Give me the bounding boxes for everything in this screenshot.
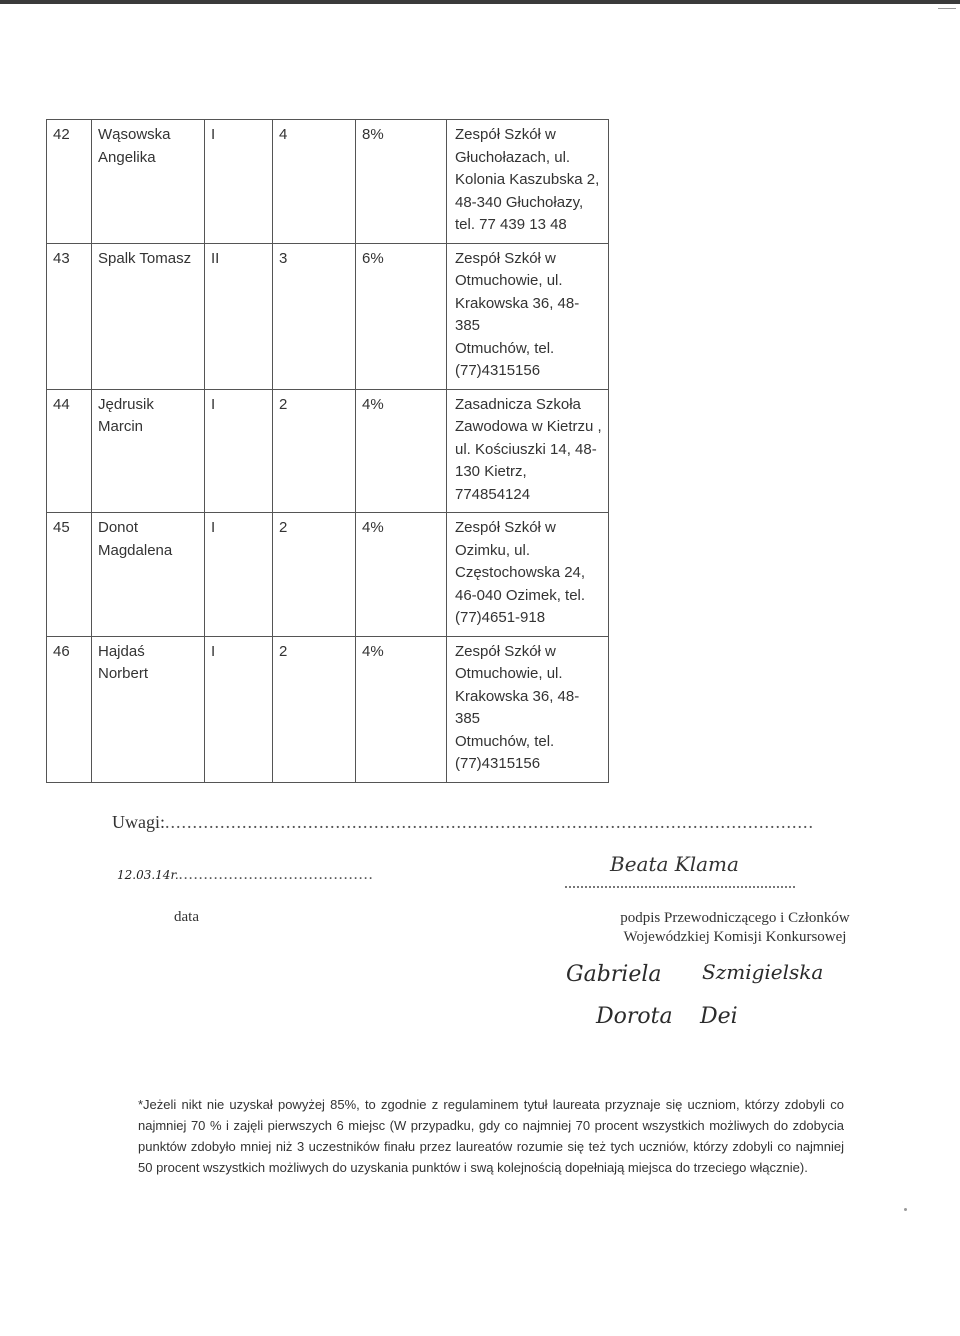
school-address-line: tel. 77 439 13 48 <box>455 216 567 233</box>
row-number: 43 <box>47 243 92 389</box>
scan-speck <box>938 8 956 9</box>
school-level: I <box>205 389 273 513</box>
table-row <box>47 120 609 244</box>
school-address-line: Krakowska 36, 48-385 <box>455 687 580 727</box>
percent: 4% <box>356 513 447 637</box>
school-address <box>447 636 609 782</box>
school-address-line: Otmuchów, tel. <box>455 732 555 750</box>
table-row <box>47 243 609 389</box>
participant-name <box>92 636 205 782</box>
school-address-line: (77)4315156 <box>455 755 541 772</box>
participant-name-line: Wąsowska <box>98 126 171 143</box>
school-address-line: (77)4651-918 <box>455 609 546 626</box>
school-address-line: 48-340 Głuchołazy, <box>455 193 584 211</box>
scan-top-edge <box>0 0 960 4</box>
footnote: *Jeżeli nikt nie uzyskał powyżej 85%, to zgodnie z regulaminem tytuł laureata przyznaje się uczniom, którzy zdobyli co najmniej 70 % i zajęli pierwszych 6 miejsc (W przypadku, gdy co najmniej 70 procent wszystkich możliwych do zdobycia punktów zdobyło mniej niż 3 uczestników finału przez laureatów rozumie się też tych uczniów, którzy zdobyli co najmniej 50 procent wszystkich możliwych do uzyskania punktów i swą kolejnością dopełniają miejsca do trzeciego włącznie). <box>138 1097 844 1175</box>
row-number: 42 <box>47 120 92 244</box>
school-address <box>447 513 609 637</box>
participant-name <box>92 243 205 389</box>
school-address-line: Zawodowa w Kietrzu , <box>455 418 602 435</box>
points: 2 <box>273 513 356 637</box>
participant-name-line: Jędrusik Marcin <box>98 395 154 435</box>
signature-caption <box>620 909 850 947</box>
participant-name-line: Hajdaś Norbert <box>98 642 149 682</box>
date-label: data <box>174 909 199 925</box>
percent: 6% <box>356 243 447 389</box>
school-level: II <box>205 243 273 389</box>
school-address-line: Zasadnicza Szkoła <box>455 395 581 413</box>
member-signature: Dorota <box>596 1004 673 1029</box>
points: 3 <box>273 243 356 389</box>
school-address-line: Zespół Szkół w <box>455 249 556 267</box>
participant-name-line: Angelika <box>98 148 156 166</box>
school-address-line: Krakowska 36, 48-385 <box>455 294 580 334</box>
points: 4 <box>273 120 356 244</box>
participant-name-line: Donot <box>98 519 139 536</box>
date-handwritten: 12.03.14r. <box>117 868 179 882</box>
school-address-line: ul. Kościuszki 14, 48- <box>455 440 597 458</box>
date-dotted-line: ....................................... <box>178 866 374 883</box>
table-row <box>47 636 609 782</box>
percent: 4% <box>356 636 447 782</box>
chair-signature: Beata Klama <box>610 852 739 876</box>
results-table-body <box>47 120 609 783</box>
school-address-line: Częstochowska 24, <box>455 564 586 581</box>
participant-name <box>92 513 205 637</box>
signature-caption-line: podpis Przewodniczącego i Członków <box>620 910 850 926</box>
school-address-line: Zespół Szkół w <box>455 642 556 660</box>
school-address-line: (77)4315156 <box>455 362 541 379</box>
member-signature: Szmigielska <box>702 960 824 984</box>
school-address-line: 46-040 Ozimek, tel. <box>455 586 586 604</box>
school-address-line: Kolonia Kaszubska 2, <box>455 171 600 188</box>
participant-name-line: Spalk Tomasz <box>98 249 192 267</box>
row-number: 44 <box>47 389 92 513</box>
school-address <box>447 389 609 513</box>
participant-name <box>92 389 205 513</box>
school-address-line: Ozimku, ul. <box>455 541 531 559</box>
percent: 4% <box>356 389 447 513</box>
school-level: I <box>205 636 273 782</box>
school-level: I <box>205 120 273 244</box>
table-row <box>47 513 609 637</box>
row-number: 45 <box>47 513 92 637</box>
row-number: 46 <box>47 636 92 782</box>
school-address-line: Zespół Szkół w <box>455 519 556 536</box>
participant-name-line: Magdalena <box>98 541 173 559</box>
school-address-line: Zespół Szkół w <box>455 126 556 143</box>
points: 2 <box>273 636 356 782</box>
school-address-line: Otmuchów, tel. <box>455 339 555 357</box>
member-signature: Dei <box>700 1004 738 1029</box>
percent: 8% <box>356 120 447 244</box>
school-address-line: Otmuchowie, ul. <box>455 665 563 682</box>
scan-speck <box>904 1208 907 1211</box>
results-table <box>46 119 609 783</box>
school-address-line: Głuchołazach, ul. <box>455 148 571 166</box>
school-address <box>447 120 609 244</box>
date-line <box>117 866 374 884</box>
school-address <box>447 243 609 389</box>
remarks-label: Uwagi: <box>112 812 165 832</box>
points: 2 <box>273 389 356 513</box>
signature-caption-line: Wojewódzkiej Komisji Konkursowej <box>623 929 847 945</box>
school-level: I <box>205 513 273 637</box>
remarks-line <box>112 812 814 833</box>
member-signature: Gabriela <box>566 962 662 987</box>
school-address-line: Otmuchowie, ul. <box>455 272 563 289</box>
table-row <box>47 389 609 513</box>
participant-name <box>92 120 205 244</box>
school-address-line: 130 Kietrz, 774854124 <box>455 463 531 503</box>
remarks-dotted-line: ...................................................................................................................... <box>165 812 814 832</box>
